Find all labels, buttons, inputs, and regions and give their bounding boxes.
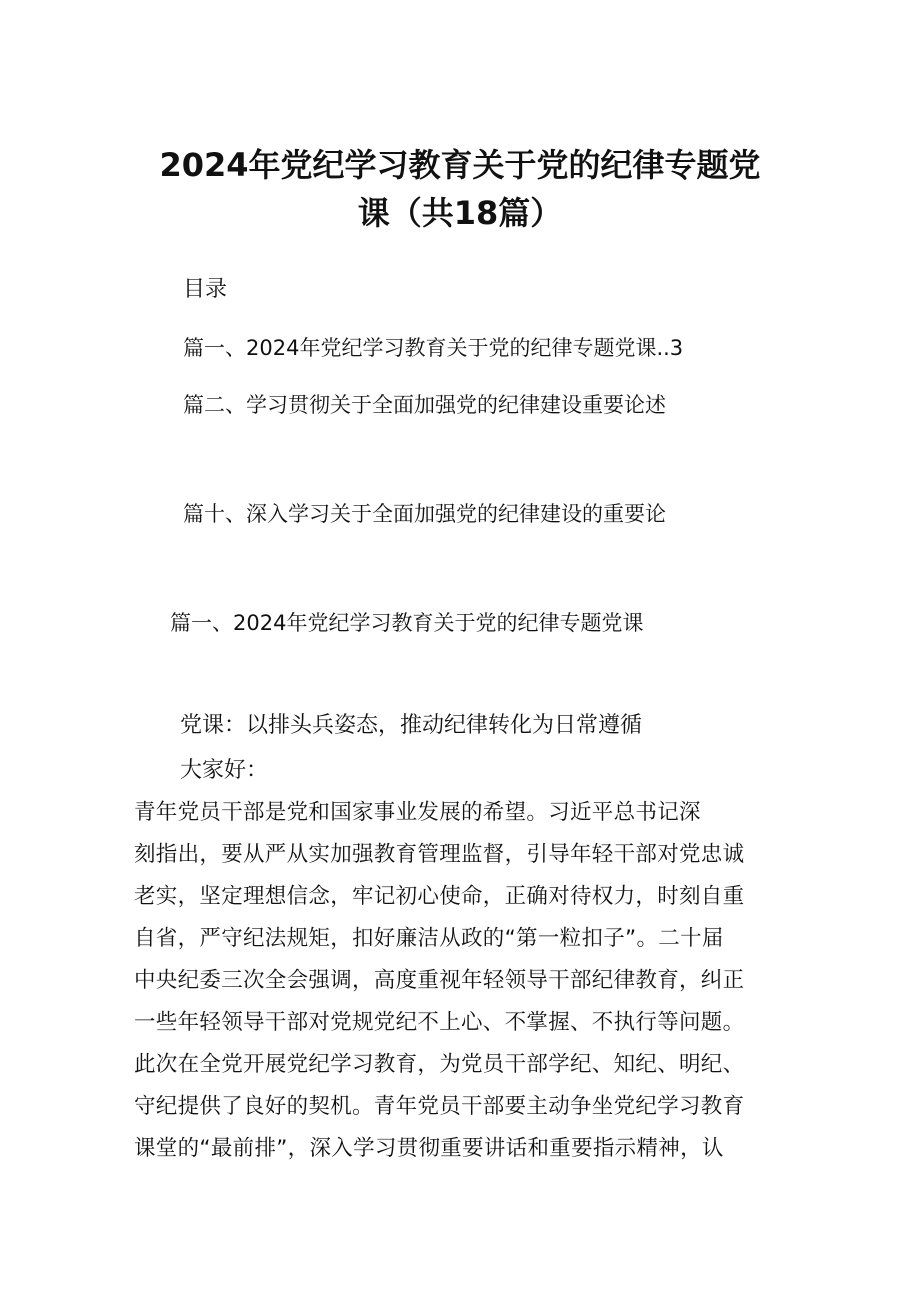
body-line: 中央纪委三次全会强调，高度重视年轻领导干部纪律教育，纠正 xyxy=(134,968,745,993)
document-title-line-2: 课（共18篇） xyxy=(357,194,563,232)
toc-item-10[interactable]: 篇十、深入学习关于全面加强党的纪律建设的重要论 xyxy=(183,502,666,526)
section-heading: 篇一、2024年党纪学习教育关于党的纪律专题党课 xyxy=(170,611,644,635)
toc-label: 目录 xyxy=(183,277,228,302)
document-title-line-1: 2024年党纪学习教育关于党的纪律专题党 xyxy=(159,146,761,184)
body-line: 自省，严守纪法规矩，扣好廉洁从政的“第一粒扣子”。二十届 xyxy=(134,926,724,951)
body-line: 课堂的“最前排”，深入学习贯彻重要讲话和重要指示精神，认 xyxy=(134,1136,724,1161)
body-line: 老实，坚定理想信念，牢记初心使命，正确对待权力，时刻自重 xyxy=(134,884,745,909)
toc-item-2[interactable]: 篇二、学习贯彻关于全面加强党的纪律建设重要论述 xyxy=(183,393,666,417)
body-line: 此次在全党开展党纪学习教育，为党员干部学纪、知纪、明纪、 xyxy=(134,1052,745,1077)
toc-item-1[interactable]: 篇一、2024年党纪学习教育关于党的纪律专题党课..3 xyxy=(183,336,684,360)
body-line: 青年党员干部是党和国家事业发展的希望。习近平总书记深 xyxy=(134,800,701,825)
body-line: 一些年轻领导干部对党规党纪不上心、不掌握、不执行等问题。 xyxy=(134,1010,745,1035)
lecture-title: 党课：以排头兵姿态，推动纪律转化为日常遵循 xyxy=(180,713,643,738)
body-line: 刻指出，要从严从实加强教育管理监督，引导年轻干部对党忠诚 xyxy=(134,842,745,867)
body-line: 守纪提供了良好的契机。青年党员干部要主动争坐党纪学习教育 xyxy=(134,1094,745,1119)
greeting: 大家好： xyxy=(180,758,269,783)
